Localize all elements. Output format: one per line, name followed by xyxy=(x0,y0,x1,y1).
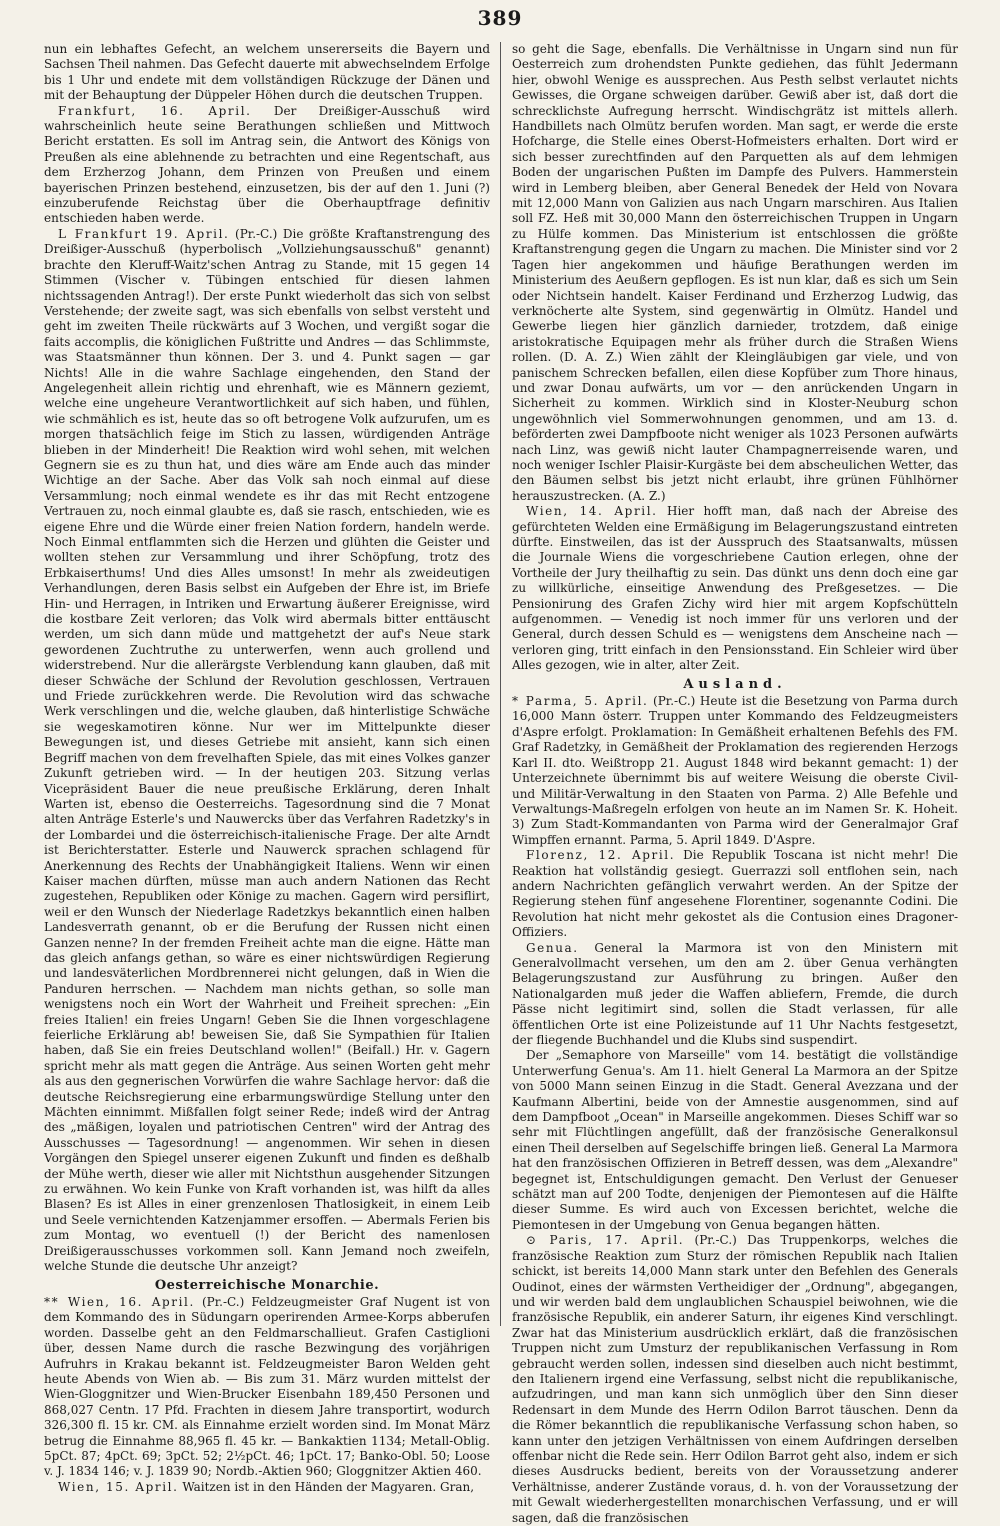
article-paragraph xyxy=(512,1233,958,1526)
dateline: L Frankfurt 19. April. xyxy=(58,226,230,241)
article-paragraph xyxy=(44,1295,490,1480)
dateline: ** Wien, 16. April. xyxy=(44,1294,195,1309)
dateline: Florenz, 12. April. xyxy=(526,848,676,863)
dateline: ⊙ Paris, 17. April. xyxy=(526,1233,685,1248)
article-text: (Pr.-C.) Feldzeugmeister Graf Nugent ist von dem Kommando des in Südungarn operirenden Armee-Korps abberufen worden. Dasselbe geht an den Feldmarschallieut. Grafen Castiglioni über, dessen Name durch die rasche Bezwingung des vorjährigen Aufruhrs in Krakau bekannt ist. Feldzeugmeister Baron Welden geht heute Abends von Wien ab. — Bis zum 31. März wurden mittelst der Wien-Gloggnitzer und Wien-Brucker Eisenbahn 189,450 Personen und 868,027 Centn. 17 Pfd. Frachten in diesem Jahre transportirt, wodurch 326,300 fl. 15 kr. CM. als Einnahme erzielt worden sind. Im Monat März betrug die Einnahme 88,965 fl. 45 kr. — Bankaktien 1134; Metall-Oblig. 5pCt. 87; 4pCt. 69; 3pCt. 52; 2½pCt. 46; 1pCt. 17; Banko-Obl. 50; Loose v. J. 1834 146; v. J. 1839 90; Nordb.-Aktien 960; Gloggnitzer Aktien 460. xyxy=(44,1294,490,1479)
article-text: (Pr.-C.) Heute ist die Besetzung von Parma durch 16,000 Mann österr. Truppen unter Kommando des Feldzeugmeisters d'Aspre erfolgt. Proklamation: In Gemäßheit erhaltenen Befehls des FM. Graf Radetzky, in Gemäßheit der Proklamation des regierenden Herzogs Karl II. dto. Weißtropp 21. August 1848 wird bekannt gemacht: 1) der Unterzeichnete übernimmt bis auf weitere Weisung die oberste Civil- und Militär-Verwaltung in den Staaten von Parma. 2) Alle Befehle und Verwaltungs-Maßregeln erfolgen von heute an im Namen Sr. K. Hoheit. 3) Zum Stadt-Kommandanten von Parma wird der Generalmajor Graf Wimpffen ernannt. Parma, 5. April 1849. D'Aspre. xyxy=(512,694,958,847)
left-column xyxy=(44,42,490,1494)
section-heading: Oesterreichische Monarchie. xyxy=(154,1277,380,1293)
article-paragraph xyxy=(512,504,958,673)
dateline: Wien, 15. April. xyxy=(58,1479,179,1494)
page-number: 389 xyxy=(477,6,523,30)
article-text: Waitzen ist in den Händen der Magyaren. Gran, xyxy=(182,1479,475,1494)
article-paragraph xyxy=(44,1480,490,1495)
dateline: Genua. xyxy=(526,940,579,955)
column-divider xyxy=(500,42,501,1326)
right-column xyxy=(512,42,959,1525)
article-text: (Pr.-C.) Die größte Kraftanstrengung des Dreißiger-Ausschuß (hyperbolisch „Vollziehungsausschuß" genannt) brachte den Kleruff-Waitz'schen Antrag zu Stande, mit 15 gegen 14 Stimmen (Vischer v. Tübingen entschied für diesen lahmen nichtssagenden Antrag!). Der erste Punkt wiederholt das sich von selbst Verstehende; der zweite sagt, was sich ebenfalls von selbst versteht und geht im zweiten Theile rückwärts auf 3 Wochen, und vergißt sogar die faits accomplis, die königlichen Fußtritte und Andres — das Schlimmste, was Staatsmänner thun können. Der 3. und 4. Punkt sagen — gar Nichts! Alle in die wahre Sachlage eingehenden, den Stand der Angelegenheit allein richtig und ehrenhaft, wie es Männern geziemt, welche eine ungeheure Verantwortlichkeit auf sich haben, und fühlen, wie schmählich es ist, heute das so oft betrogene Volk aufzurufen, um es morgen thatsächlich feige im Stich zu lassen, würdigenden Anträge blieben in der Minderheit! Die Reaktion wird wohl sehen, mit welchen Gegnern sie es zu thun hat, und dies wäre am Ende auch das minder Wichtige an der Sache. Aber das Volk sah noch einmal auf diese Versammlung; noch einmal wendete es ihr das mit Recht entzogene Vertrauen zu, noch einmal glaubte es, daß sie rasch, entschieden, wie es eigene Ehre und die Würde einer freien Nation fordern, handeln werde. Noch Einmal entflammten sich die Herzen und glühten die Geister und wollten stehen zur Versammlung und ihrer Schöpfung, trotz des Erbkaiserthums! Und dies Alles umsonst! In mehr als zweideutigen Verhandlungen, deren Basis selbst ein Aufgeben der Ehre ist, im Briefe Hin- und Herragen, in Intriken und Erwartung äußerer Ereignisse, wird die kostbare Zeit verloren; das Volk wird abermals bitter enttäuscht werden, um sich dann müde und mattgehetzt der auf's Neue stark gewordenen Zuchtruthe zu unterwerfen, wenn auch grollend und widerstrebend. Nur die allerärgste Verblendung kann glauben, daß mit dieser Schwäche der Schlund der Revolution geschlossen, Vertrauen und Friede zurückkehren werde. Die Revolution wird das schwache Werk verschlingen und die, welche glauben, daß hinterlistige Schwäche sie wegeskamotiren könne. Nur wer im Mittelpunkte dieser Bewegungen ist, und dieses Getriebe mit ansieht, kann sich einen Begriff machen von dem frevelhaften Spiele, das mit eines Volkes ganzer Zukunft getrieben wird. — In der heutigen 203. Sitzung verlas Vicepräsident Bauer die neue preußische Erklärung, deren Inhalt Warten ist, ebenso die Oesterreichs. Tagesordnung sind die 7 Monat alten Anträge Esterle's und Nauwercks über das Verfahren Radetzky's in der Lombardei und die österreichisch-italienische Frage. Der alte Arndt ist Berichterstatter. Esterle und Nauwerck sprachen schlagend für Anerkennung des Rechts der Unabhängigkeit Italiens. Wenn wir einen Kaiser machen dürften, müsse man auch andern Nationen das Recht zugestehen, Republiken oder Könige zu machen. Gagern wird persiflirt, weil er den Wunsch der Niederlage Radetzkys bekanntlich einen halben Landesverrath genannt, ob er die Berufung der Russen nicht einen Ganzen nenne? In der fremden Freiheit achte man die eigne. Hätte man das gleich anfangs gethan, so wäre es einer nichtswürdigen Regierung und landesväterlichen Mordbrennerei nicht gelungen, daß in Wien die Panduren herrschen. — Nachdem man nichts gethan, so solle man wenigstens noch ein Wort der Wahrheit und Freiheit sprechen: „Ein freies Italien! ein freies Ungarn! Geben Sie die Ihnen vorgeschlagene feierliche Erklärung ab! beweisen Sie, daß Sie Sympathien für Italien haben, daß Sie ein freies Deutschland wollen!" (Beifall.) Hr. v. Gagern spricht mehr als matt gegen die Anträge. Aus seinen Worten geht mehr als aus den gegnerischen Vorwürfen die wahre Sachlage hervor: daß die deutsche Reichsregierung eine erbarmungswürdige Stellung unter den Mächten einnimmt. Mißfallen folgt seiner Rede; indeß wird der Antrag des „mäßigen, loyalen und patriotischen Centren" wird der Antrag des Ausschusses — Tagesordnung! — angenommen. Wir sehen in diesen Vorgängen den Spiegel unserer eigenen Zukunft und finden es deßhalb der Mühe werth, dieser wie aller mit Nichtsthun ausgehender Sitzungen zu erwähnen. Wo kein Funke von Kraft vorhanden ist, was hilft da alles Blasen? Es ist Alles in einer grenzenlosen Thatlosigkeit, in einem Leib und Seele vernichtenden Katzenjammer ersoffen. — Abermals Ferien bis zum Montag, wo eventuell (!) der Bericht des namenlosen Dreißigerausschusses vorkommen soll. Kann Jemand noch zweifeln, welche Stunde die deutsche Uhr anzeigt? xyxy=(44,226,490,1274)
article-paragraph xyxy=(512,694,958,848)
dateline: * Parma, 5. April. xyxy=(512,694,649,709)
article-text: Hier hofft man, daß nach der Abreise des gefürchteten Welden eine Ermäßigung im Belagerungszustand eintreten dürfte. Einstweilen, das ist der Ausspruch des Staatsanwalts, müssen die Journale Wiens die vorgeschriebene Caution erlegen, ohne der Vortheile der Jury theilhaftig zu sein. Das dünkt uns denn doch eine gar zu willkürliche, einseitige Anwendung des Preßgesetzes. — Die Pensionirung des Grafen Zichy wird hier mit argem Kopfschütteln aufgenommen. — Venedig ist noch immer für uns verloren und der General, durch dessen Schuld es — wenigstens dem Anscheine nach — verloren ging, tritt einfach in den Pensionsstand. Ein Schleier wird über Alles gezogen, wie in alter, alter Zeit. xyxy=(512,504,958,673)
article-paragraph: so geht die Sage, ebenfalls. Die Verhältnisse in Ungarn sind nun für Oesterreich zum drohendsten Punkte gediehen, das fühlt Jedermann hier, obwohl Wenige es aussprechen. Aus Pesth selbst verlautet nichts Gewisses, die Organe schweigen darüber. Gewiß aber ist, daß dort die schrecklichste Aufregung herrscht. Windischgrätz ist mittels allerh. Handbillets nach Olmütz berufen worden. Man sagt, er werde die erste Hofcharge, die Stelle eines Oberst-Hofmeisters erhalten. Dort wird er sich besser zurechtfinden auf den Parquetten als auf dem lehmigen Boden der ungarischen Pußten im Dampfe des Pulvers. Hammerstein wird in Lemberg bleiben, aber General Benedek der Held von Novara mit 12,000 Mann von Galizien aus nach Ungarn marschiren. Aus Italien soll FZ. Heß mit 30,000 Mann den österreichischen Truppen in Ungarn zu Hülfe kommen. Das Ministerium ist entschlossen die größte Kraftanstrengung gegen die Ungarn zu machen. Die Minister sind vor 2 Tagen hier angekommen und häufige Berathungen werden im Ministerium des Aeußern gepflogen. Es ist nun klar, daß es sich um Sein oder Nichtsein handelt. Kaiser Ferdinand und Erzherzog Ludwig, das verknöcherte alte System, sind gegenwärtig in Olmütz. Handel und Gewerbe liegen hier gänzlich darnieder, trotzdem, daß einige aristokratische Equipagen mehr als früher durch die Straßen Wiens rollen. (D. A. Z.) Wien zählt der Kleingläubigen gar viele, und von panischem Schrecken befallen, eilen diese Kopfüber zum Thore hinaus, und zwar Donau aufwärts, um vor — den anrückenden Ungarn in Sicherheit zu kommen. Wirklich sind in Kloster-Neuburg schon ungewöhnlich viel Sommerwohnungen genommen, und am 13. d. beförderten zwei Dampfboote nicht weniger als 1023 Personen aufwärts nach Linz, was gewiß nicht lauter Champagnerreisende waren, und noch weniger Ischler Plaisir-Kurgäste bei dem abscheulichen Wetter, das den Bäumen selbst bis jetzt nicht erlaubt, ihre grünen Fühlhörner herauszustrecken. (A. Z.) xyxy=(512,42,958,503)
article-paragraph xyxy=(44,104,490,227)
dateline: Frankfurt, 16. April. xyxy=(58,103,252,118)
article-paragraph xyxy=(512,848,958,940)
article-text: Der Dreißiger-Ausschuß wird wahrscheinlich heute seine Berathungen schließen und Mittwoch Bericht erstatten. Es soll im Antrag sein, die Antwort des Königs von Preußen als eine ablehnende zu betrachten und eine Regentschaft, aus dem Erzherzog Johann, dem Prinzen von Preußen und einem bayerischen Prinzen bestehend, einzusetzen, bis der auf den 1. Juni (?) einzuberufende Reichstag über die Oberhauptfrage definitiv entschieden haben werde. xyxy=(44,103,490,226)
article-text: General la Marmora ist von den Ministern mit Generalvollmacht versehen, um den am 2. über Genua verhängten Belagerungszustand zur Ausführung zu bringen. Außer den Nationalgarden muß jeder die Waffen abliefern, Fremde, die durch Pässe nicht legitimirt sind, sollen die Stadt verlassen, für alle öffentlichen Orte ist eine Polizeistunde auf 11 Uhr Nachts festgesetzt, der fliegende Buchhandel und die Klubs sind suspendirt. xyxy=(512,940,958,1047)
article-paragraph xyxy=(44,227,490,1275)
article-paragraph: nun ein lebhaftes Gefecht, an welchem unsererseits die Bayern und Sachsen Theil nahmen. Das Gefecht dauerte mit abwechselndem Erfolge bis 1 Uhr und endete mit dem vollständigen Rückzuge der Dänen und mit der Behauptung der Düppeler Höhen durch die deutschen Truppen. xyxy=(44,42,490,103)
article-text: Die Republik Toscana ist nicht mehr! Die Reaktion hat vollständig gesiegt. Guerrazzi soll entflohen sein, nach andern Nachrichten gefänglich verwahrt werden. An der Spitze der Regierung stehen fünf angesehene Florentiner, sogenannte Codini. Die Revolution hat nicht mehr gekostet als die Contusion eines Dragoner-Offiziers. xyxy=(512,848,959,940)
section-heading: Ausland. xyxy=(683,676,787,692)
article-text: (Pr.-C.) Das Truppenkorps, welches die französische Reaktion zum Sturz der römischen Republik nach Italien schickt, ist bereits 14,000 Mann stark unter den Befehlen des Generals Oudinot, eines der wärmsten Vertheidiger der „Ordnung", abgegangen, und wir werden bald dem unglaublichen Schauspiel beiwohnen, wie die französische Republik, ein anderer Saturn, ihr eigenes Kind verschlingt. Zwar hat das Ministerium ausdrücklich erklärt, daß die französischen Truppen nicht zum Umsturz der republikanischen Verfassung in Rom gebraucht werden sollen, indessen sind dieselben auch nicht bestimmt, den Italienern irgend eine Verfassung, selbst nicht die republikanische, aufzudringen, und man kann sich unmöglich über den Sinn dieser Redensart in dem Munde des Herrn Odilon Barrot täuschen. Denn da die Römer bekanntlich die republikanische Verfassung schon haben, so kann unter den jetzigen Verhältnissen von einem Aufdringen derselben offenbar nicht die Rede sein. Herr Odilon Barrot geht also, indem er sich dieses Ausdrucks bedient, bereits von der Voraussetzung anderer Verhältnisse, anderer Zustände voraus, d. h. von der Voraussetzung der mit Gewalt wiederhergestellten monarchischen Verfassung, und er will sagen, daß die französischen xyxy=(512,1233,958,1525)
dateline: Wien, 14. April. xyxy=(526,504,658,519)
article-paragraph: Der „Semaphore von Marseille" vom 14. bestätigt die vollständige Unterwerfung Genua's. Am 11. hielt General La Marmora an der Spitze von 5000 Mann seinen Einzug in die Stadt. General Avezzana und der Kaufmann Albertini, beide von der Amnestie ausgenommen, sind auf dem Dampfboot „Ocean" in Marseille angekommen. Dieses Schiff war so sehr mit Flüchtlingen angefüllt, daß der französische Generalkonsul einen Theil derselben auf Segelschiffe bringen ließ. General La Marmora hat den französischen Offizieren in Betreff dessen, was dem „Alexandre" begegnet ist, Entschuldigungen gemacht. Den Verlust der Genueser schätzt man auf 200 Todte, denjenigen der Piemontesen auf die Hälfte dieser Summe. Es wird auch von Excessen berichtet, welche die Piemontesen in der Umgebung von Genua begangen hätten. xyxy=(512,1048,958,1232)
article-paragraph xyxy=(512,941,958,1049)
